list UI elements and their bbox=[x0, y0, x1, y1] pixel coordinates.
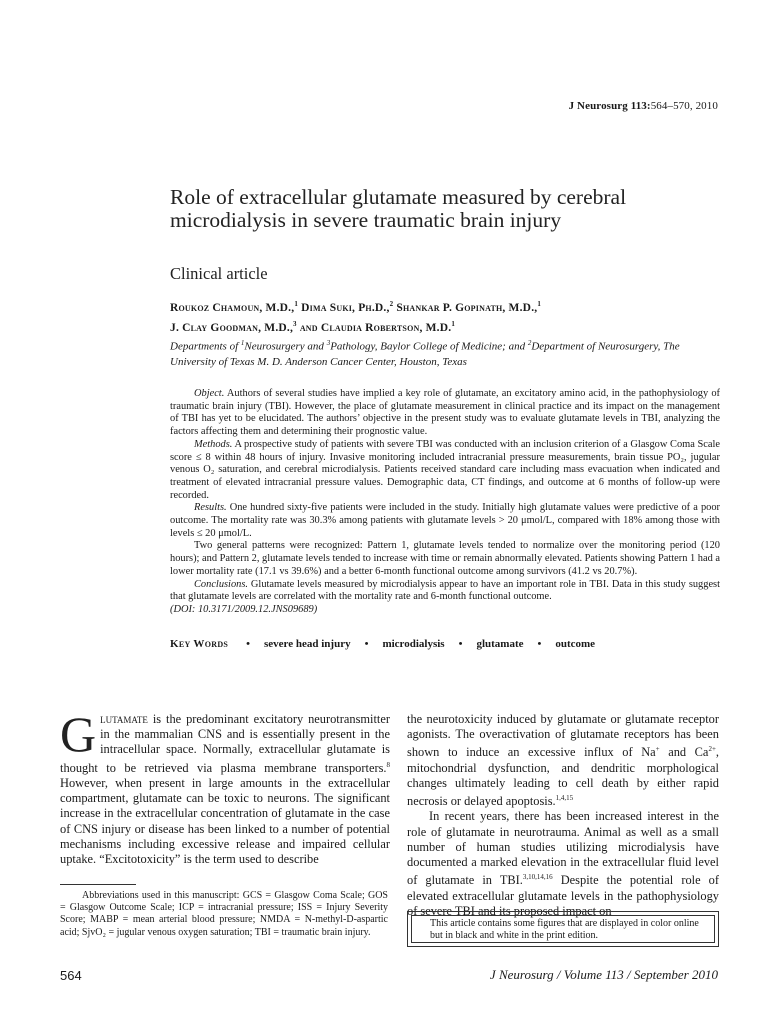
body-text: the neurotoxicity induced by glutamate or glutamate receptor agonists. The overactivation of glutamate receptors has been shown to induce an excessive influx of Na bbox=[407, 712, 719, 760]
abstract-object-text: Authors of several studies have implied a key role of glutamate, an excitatory amino acid, in the pathophysiology of traumatic brain injury (TBI). However, the place of glutamate measurement in clinical practice and its impact on the management of TBI has yet to be elucidated. The authors’ objective in the present study was to evaluate glutamate levels in TBI, analyzing the factors affecting them and determining their prognostic value. bbox=[170, 388, 720, 438]
body-column-left bbox=[60, 706, 390, 867]
abstract-conclusions-label: Conclusions. bbox=[194, 578, 248, 590]
affiliation-sup: 3 bbox=[326, 339, 331, 347]
abstract-conclusions bbox=[170, 579, 720, 617]
journal-pages: 564–570, 2010 bbox=[650, 100, 718, 112]
affiliation-text: Departments of bbox=[170, 340, 241, 353]
body-text: and Ca bbox=[659, 745, 709, 760]
affiliation-text: Department of Neurosurgery, The University of Texas M. D. Anderson Cancer Center, Houston, Texas bbox=[170, 340, 680, 368]
lead-word: lutamate bbox=[100, 712, 148, 726]
keywords bbox=[170, 638, 730, 650]
abstract-results-continued: Two general patterns were recognized: Pattern 1, glutamate levels tended to normalize over the monitoring period (120 hours); and Pattern 2, glutamate levels tended to increase with time or remain abnormally elevated. Patients showing Pattern 1 had a lower mortality rate (17.1 vs 39.6%) and a better 6-month functional outcome among survivors (41.2 vs 20.7%). bbox=[170, 540, 720, 577]
abstract-results bbox=[170, 502, 720, 540]
affiliation-text: Neurosurgery and bbox=[244, 340, 327, 353]
body-paragraph bbox=[407, 712, 719, 809]
author-conjunction: and bbox=[299, 321, 318, 334]
body-paragraph bbox=[407, 809, 719, 919]
author-affil-sup: 1 bbox=[294, 300, 299, 308]
article-title: Role of extracellular glutamate measured by cerebral microdialysis in severe traumatic brain injury bbox=[170, 185, 627, 232]
affiliation-text: Pathology, Baylor College of Medicine; and bbox=[330, 340, 528, 353]
ion-charge: 2+ bbox=[708, 745, 716, 754]
body-column-right bbox=[407, 712, 719, 919]
keyword: glutamate bbox=[476, 638, 524, 650]
author-name: J. Clay Goodman, M.D., bbox=[170, 321, 294, 334]
abstract-object-label: Object. bbox=[194, 388, 225, 399]
author-affil-sup: 2 bbox=[389, 300, 394, 308]
abstract-methods bbox=[170, 439, 720, 503]
citation-ref[interactable]: 3,10,14,16 bbox=[522, 873, 553, 882]
color-note-text: This article contains some figures that are displayed in color online but in black and white in the print edition. bbox=[411, 915, 715, 943]
keyword: severe head injury bbox=[264, 638, 351, 650]
keyword-separator: • bbox=[246, 638, 251, 650]
author-affil-sup: 3 bbox=[293, 319, 297, 328]
body-text: In recent years, there has been increased interest in the role of glutamate in neurotrauma. Animal as well as a small number of human studies utilizing microdialysis have documented a marked elevation in the extracellular fluid level of glutamate in TBI. bbox=[407, 809, 719, 888]
author-list bbox=[170, 296, 730, 336]
author-affil-sup: 1 bbox=[451, 319, 456, 328]
affiliation-sup: 1 bbox=[240, 339, 245, 347]
abstract-methods-text: A prospective study of patients with severe TBI was conducted with an inclusion criterion of a Glasgow Coma Scale score ≤ 8 within 48 hours of injury. Invasive monitoring included intracranial pressure measurements, brain tissue PO₂, jugular venous O₂ saturation, and cerebral microdialysis. Patients received standard care including mass evacuation when indicated and treatment of elevated intracranial pressure values. Demographic data, CT findings, and outcome at 6 months of follow-up were recorded. bbox=[170, 438, 720, 501]
footnote-text: Abbreviations used in this manuscript: GCS = Glasgow Coma Scale; GOS = Glasgow Outcome Scale; ICP = intracranial pressure; ISS = Injury Severity Score; MABP = mean arterial blood pressure; NMDA = N-methyl-D-aspartic acid; SjvO₂ = jugular venous oxygen saturation; TBI = traumatic brain injury. bbox=[60, 890, 388, 938]
keyword-separator: • bbox=[364, 638, 369, 650]
body-text: is the predominant excitatory neurotransmitter in the mammalian CNS and is essentially present in the intracellular space. Normally, extracellular glutamate is thought to be retrieved via plasma membrane transporters. bbox=[60, 712, 390, 775]
page-number: 564 bbox=[60, 968, 82, 983]
abbreviations-footnote bbox=[60, 890, 388, 939]
author-name: Claudia Robertson, M.D. bbox=[320, 321, 452, 334]
ion-charge: + bbox=[655, 745, 660, 754]
color-note-box bbox=[407, 911, 719, 947]
keyword-separator: • bbox=[458, 638, 463, 650]
body-text: Despite the potential role of elevated extracellular glutamate levels in the pathophysiology of severe TBI and its proposed impact on bbox=[407, 873, 719, 918]
doi-link[interactable]: (DOI: 10.3171/2009.12.JNS09689) bbox=[170, 603, 318, 615]
author-affil-sup: 1 bbox=[537, 300, 542, 308]
affiliation-sup: 2 bbox=[527, 339, 532, 347]
author-name: Roukoz Chamoun, M.D., bbox=[170, 301, 295, 314]
journal-volume: J Neurosurg 113: bbox=[568, 100, 651, 112]
keywords-label: Key Words bbox=[170, 638, 229, 650]
citation-ref[interactable]: 8 bbox=[386, 760, 390, 769]
body-text: However, when present in large amounts in the extracellular compartment, glutamate can be toxic to neurons. The significant increase in the extracellular concentration of glutamate in the case of CNS injury or disease has been linked to a number of potential mechanisms including excessive release and impaired cellular uptake. “Excitotoxicity” is the term used to describe bbox=[60, 775, 390, 866]
keyword-separator: • bbox=[537, 638, 542, 650]
abstract-results-text: One hundred sixty-five patients were included in the study. Initially high glutamate values were predictive of a poor outcome. The mortality rate was 30.3% among patients with glutamate levels > 20 μmol/L, compared with 18% among those with levels ≤ 20 μmol/L. bbox=[170, 502, 720, 539]
body-paragraph bbox=[60, 706, 390, 867]
body-text: , mitochondrial dysfunction, and dendritic morphological changes ultimately leading to cell death by either rapid necrosis or delayed apoptosis. bbox=[407, 745, 719, 809]
affiliations bbox=[170, 336, 710, 370]
author-name: Shankar P. Gopinath, M.D., bbox=[396, 301, 538, 314]
abstract-methods-label: Methods. bbox=[194, 438, 233, 450]
author-name: Dima Suki, Ph.D., bbox=[301, 301, 390, 314]
abstract-results-label: Results. bbox=[194, 502, 227, 514]
keyword: outcome bbox=[555, 638, 596, 650]
journal-citation bbox=[569, 100, 718, 112]
article-type: Clinical article bbox=[170, 264, 268, 283]
drop-cap: G bbox=[60, 706, 97, 762]
footnote-divider bbox=[60, 884, 136, 885]
abstract-object bbox=[170, 388, 720, 439]
abstract-conclusions-text: Glutamate levels measured by microdialysis appear to have an important role in TBI. Data in this study suggest that glutamate levels are correlated with the mortality rate and 6-month functional outcome. bbox=[170, 578, 720, 603]
running-footer: J Neurosurg / Volume 113 / September 2010 bbox=[489, 967, 718, 982]
keyword: microdialysis bbox=[382, 638, 445, 650]
citation-ref[interactable]: 1,4,15 bbox=[555, 794, 574, 803]
abstract bbox=[170, 388, 720, 617]
